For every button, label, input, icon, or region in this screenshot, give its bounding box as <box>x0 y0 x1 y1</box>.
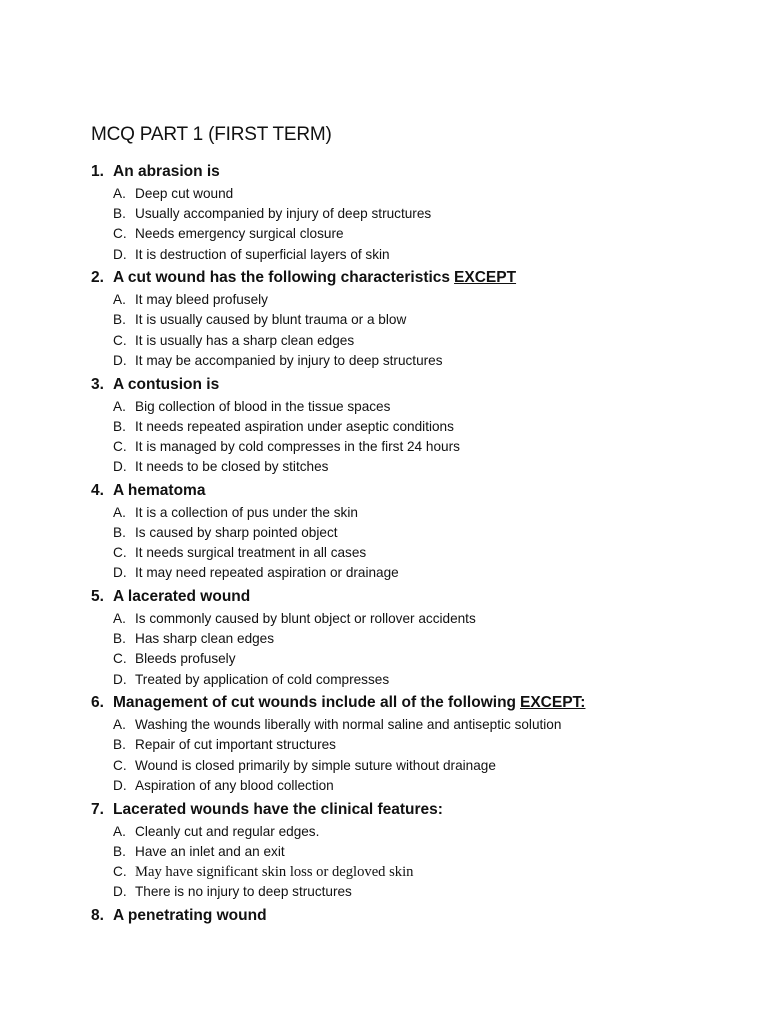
option-text: Is caused by sharp pointed object <box>135 524 338 540</box>
question-heading <box>91 904 731 928</box>
question-number: 2. <box>91 269 104 287</box>
answer-option <box>91 184 731 204</box>
question-heading <box>91 266 731 290</box>
option-letter: D. <box>113 565 127 581</box>
answer-option <box>91 715 731 735</box>
answer-option <box>91 862 731 882</box>
answer-option <box>91 842 731 862</box>
question-text: A contusion is <box>113 375 220 393</box>
option-letter: A. <box>113 292 126 308</box>
option-text: It is a collection of pus under the skin <box>135 504 358 520</box>
question-text: An abrasion is <box>113 163 220 180</box>
question-heading <box>91 691 731 715</box>
option-letter: C. <box>113 863 127 879</box>
option-text: There is no injury to deep structures <box>135 884 352 900</box>
option-text: It is usually caused by blunt trauma or a blow <box>135 312 407 328</box>
question-number: 1. <box>91 163 104 180</box>
option-list <box>91 397 731 478</box>
question-item <box>91 691 731 796</box>
option-list <box>91 503 731 584</box>
answer-option <box>91 310 731 330</box>
option-text: It may bleed profusely <box>135 292 268 308</box>
option-letter: B. <box>113 737 126 753</box>
question-item <box>91 479 731 584</box>
question-number: 6. <box>91 694 104 712</box>
option-letter: C. <box>113 757 127 773</box>
option-text: It is destruction of superficial layers of skin <box>135 246 390 262</box>
option-text: Big collection of blood in the tissue spaces <box>135 398 391 414</box>
option-list <box>91 609 731 690</box>
option-letter: A. <box>113 398 126 414</box>
answer-option <box>91 503 731 523</box>
question-item <box>91 373 731 478</box>
answer-option <box>91 523 731 543</box>
option-list <box>91 822 731 903</box>
option-letter: B. <box>113 524 126 540</box>
option-letter: D. <box>113 246 127 262</box>
option-list <box>91 290 731 371</box>
option-text: It needs surgical treatment in all cases <box>135 545 367 561</box>
question-item <box>91 160 731 265</box>
option-letter: C. <box>113 332 127 348</box>
option-text: It may be accompanied by injury to deep structures <box>135 352 443 368</box>
question-text: Lacerated wounds have the clinical features: <box>113 800 443 818</box>
option-text: Repair of cut important structures <box>135 737 336 753</box>
question-text: A penetrating wound <box>113 906 267 924</box>
question-number: 4. <box>91 481 104 499</box>
answer-option <box>91 204 731 224</box>
option-text: May have significant skin loss or degloved skin <box>135 863 414 880</box>
answer-option <box>91 290 731 310</box>
option-letter: A. <box>113 611 126 626</box>
question-item <box>91 266 731 371</box>
option-letter: C. <box>113 651 127 667</box>
option-letter: D. <box>113 884 127 900</box>
answer-option <box>91 245 731 265</box>
question-heading <box>91 373 731 397</box>
answer-option <box>91 224 731 244</box>
answer-option <box>91 397 731 417</box>
question-number: 7. <box>91 800 104 818</box>
option-text: Usually accompanied by injury of deep structures <box>135 206 432 222</box>
option-letter: C. <box>113 438 127 454</box>
option-letter: B. <box>113 843 126 859</box>
answer-option <box>91 649 731 669</box>
option-letter: D. <box>113 459 127 475</box>
answer-option <box>91 417 731 437</box>
answer-option <box>91 756 731 776</box>
question-number: 8. <box>91 906 104 924</box>
answer-option <box>91 543 731 563</box>
page-title: MCQ PART 1 (FIRST TERM) <box>91 124 332 145</box>
option-letter: A. <box>113 823 126 839</box>
option-letter: A. <box>113 504 126 520</box>
option-text: It needs to be closed by stitches <box>135 459 329 475</box>
question-heading <box>91 479 731 503</box>
option-letter: B. <box>113 418 126 434</box>
question-heading <box>91 160 731 184</box>
option-text: Bleeds profusely <box>135 651 236 667</box>
question-item <box>91 904 731 928</box>
option-letter: C. <box>113 226 127 242</box>
answer-option <box>91 822 731 842</box>
question-text: Management of cut wounds include all of the following <box>113 694 516 712</box>
question-number: 3. <box>91 375 104 393</box>
option-text: Is commonly caused by blunt object or rollover accidents <box>135 611 476 626</box>
answer-option <box>91 457 731 477</box>
option-text: Wound is closed primarily by simple suture without drainage <box>135 757 496 773</box>
option-letter: B. <box>113 312 126 328</box>
option-list <box>91 184 731 265</box>
question-keyword: EXCEPT: <box>520 694 586 712</box>
option-text: It needs repeated aspiration under aseptic conditions <box>135 418 454 434</box>
question-heading <box>91 798 731 822</box>
question-text: A cut wound has the following characteristics <box>113 269 451 287</box>
option-letter: A. <box>113 186 126 201</box>
option-letter: A. <box>113 717 126 733</box>
option-letter: B. <box>113 206 126 222</box>
option-text: Needs emergency surgical closure <box>135 226 344 242</box>
answer-option <box>91 563 731 583</box>
option-text: Washing the wounds liberally with normal saline and antiseptic solution <box>135 717 562 733</box>
question-keyword: EXCEPT <box>454 269 517 287</box>
question-text: A hematoma <box>113 481 206 499</box>
option-text: It may need repeated aspiration or drainage <box>135 565 399 581</box>
question-list <box>91 160 731 928</box>
question-heading <box>91 585 731 609</box>
option-text: Aspiration of any blood collection <box>135 777 334 793</box>
question-number: 5. <box>91 588 104 605</box>
option-letter: C. <box>113 545 127 561</box>
question-item <box>91 798 731 903</box>
option-text: Cleanly cut and regular edges. <box>135 823 320 839</box>
answer-option <box>91 351 731 371</box>
answer-option <box>91 776 731 796</box>
option-text: Have an inlet and an exit <box>135 843 285 859</box>
option-letter: D. <box>113 352 127 368</box>
option-text: It is managed by cold compresses in the first 24 hours <box>135 438 460 454</box>
option-letter: B. <box>113 631 126 647</box>
answer-option <box>91 331 731 351</box>
answer-option <box>91 670 731 690</box>
question-item <box>91 585 731 690</box>
option-list <box>91 715 731 796</box>
answer-option <box>91 629 731 649</box>
option-letter: D. <box>113 777 127 793</box>
option-text: It is usually has a sharp clean edges <box>135 332 355 348</box>
option-text: Has sharp clean edges <box>135 631 275 647</box>
option-letter: D. <box>113 671 127 687</box>
option-text: Treated by application of cold compresses <box>135 671 390 687</box>
answer-option <box>91 882 731 902</box>
question-text: A lacerated wound <box>113 588 251 605</box>
answer-option <box>91 609 731 629</box>
option-text: Deep cut wound <box>135 186 234 201</box>
answer-option <box>91 437 731 457</box>
answer-option <box>91 735 731 755</box>
